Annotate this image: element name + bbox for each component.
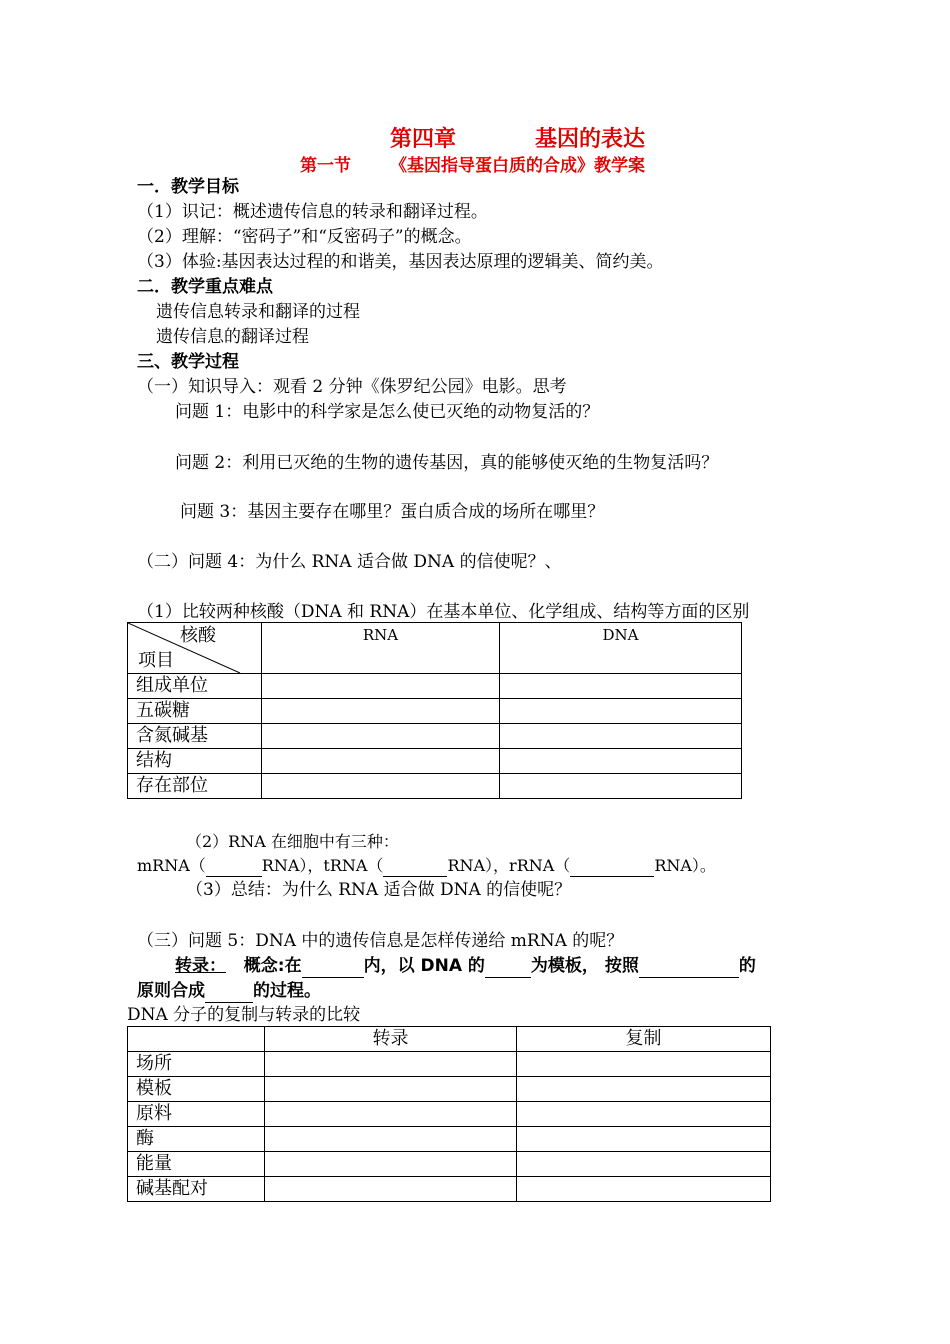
row-label: 酶	[128, 1127, 265, 1152]
question-2: 问题 2：利用已灭绝的生物的遗传基因，真的能够使灭绝的生物复活吗？	[175, 453, 719, 473]
corner-bottom-label: 项目	[138, 650, 174, 671]
mrna-suffix: RNA），	[261, 856, 324, 875]
column-header-replication: 复制	[517, 1027, 771, 1052]
column-header-dna: DNA	[500, 623, 742, 674]
table-cell	[500, 724, 742, 749]
row-label: 原料	[128, 1102, 265, 1127]
table-row	[128, 1177, 771, 1202]
goal-item: （2）理解：“密码子”和“反密码子”的概念。	[137, 227, 472, 247]
table-cell	[517, 1177, 771, 1202]
row-label: 组成单位	[128, 674, 262, 699]
table-cell	[500, 774, 742, 799]
table-cell	[500, 674, 742, 699]
question-1: 问题 1：电影中的科学家是怎么使已灭绝的动物复活的？	[175, 402, 600, 422]
mrna-blank[interactable]	[206, 858, 262, 877]
keypoint-item: 遗传信息转录和翻译的过程	[156, 302, 360, 322]
table-cell	[500, 749, 742, 774]
trna-blank[interactable]	[383, 858, 447, 877]
product-blank[interactable]	[205, 984, 253, 1003]
table-row	[128, 1077, 771, 1102]
table-row	[128, 1102, 771, 1127]
section-label: 第一节	[300, 156, 351, 176]
table-cell	[265, 1152, 517, 1177]
row-label: 碱基配对	[128, 1177, 265, 1202]
rrna-prefix: rRNA（	[509, 856, 571, 875]
table-row	[128, 674, 742, 699]
concept-part-e: 原则合成	[137, 981, 205, 1001]
row-label: 模板	[128, 1077, 265, 1102]
process-heading: 三、教学过程	[137, 352, 239, 372]
table-cell	[517, 1052, 771, 1077]
transcription-concept-line-2	[137, 979, 321, 1003]
replication-transcription-table	[127, 1026, 771, 1202]
trna-prefix: tRNA（	[323, 856, 384, 875]
table-cell	[262, 774, 500, 799]
rna-types-line	[137, 855, 716, 877]
table-cell	[262, 749, 500, 774]
chapter-title: 基因的表达	[535, 127, 646, 152]
table-cell	[262, 674, 500, 699]
question-3: 问题 3：基因主要存在哪里？蛋白质合成的场所在哪里？	[180, 502, 605, 522]
column-header-rna: RNA	[262, 623, 500, 674]
corner-top-label: 核酸	[180, 625, 216, 646]
row-label: 场所	[128, 1052, 265, 1077]
rrna-suffix: RNA）。	[654, 856, 716, 875]
concept-part-d: 的	[738, 956, 756, 976]
table-cell	[265, 1052, 517, 1077]
table-row	[128, 774, 742, 799]
goal-item: （3）体验:基因表达过程的和谐美，基因表达原理的逻辑美、简约美。	[137, 252, 664, 272]
principle-blank[interactable]	[639, 959, 739, 978]
column-header-transcription: 转录	[265, 1027, 517, 1052]
table-cell	[265, 1127, 517, 1152]
rna-summary-question: （3）总结：为什么 RNA 适合做 DNA 的信使呢？	[186, 880, 572, 900]
question-5: （三）问题 5：DNA 中的遗传信息是怎样传递给 mRNA 的呢？	[137, 931, 624, 951]
row-label: 存在部位	[128, 774, 262, 799]
table-row	[128, 1127, 771, 1152]
row-label: 能量	[128, 1152, 265, 1177]
table-cell	[517, 1152, 771, 1177]
table-corner-cell	[128, 623, 262, 674]
table-row	[128, 1052, 771, 1077]
table-cell	[265, 1177, 517, 1202]
table-cell	[517, 1077, 771, 1102]
table-cell	[500, 699, 742, 724]
mrna-prefix: mRNA（	[137, 856, 206, 875]
table-row	[128, 1152, 771, 1177]
compare-intro: （1）比较两种核酸（DNA 和 RNA）在基本单位、化学组成、结构等方面的区别	[137, 602, 750, 622]
concept-part-b: 内，以 DNA 的	[363, 956, 485, 976]
table-cell	[262, 699, 500, 724]
chapter-label: 第四章	[390, 127, 457, 152]
trna-suffix: RNA），	[447, 856, 510, 875]
table-cell	[265, 1077, 517, 1102]
nucleic-acid-table	[127, 622, 742, 799]
concept-part-c: 为模板， 按照	[530, 956, 639, 976]
rrna-blank[interactable]	[570, 858, 654, 877]
table-corner-cell	[128, 1027, 265, 1052]
table-row	[128, 749, 742, 774]
transcription-concept-line	[175, 954, 756, 978]
concept-part-f: 的过程。	[253, 981, 321, 1001]
row-label: 含氮碱基	[128, 724, 262, 749]
goal-item: （1）识记：概述遗传信息的转录和翻译过程。	[137, 202, 488, 222]
template-blank[interactable]	[485, 959, 531, 978]
compare-title: DNA 分子的复制与转录的比较	[127, 1005, 361, 1025]
transcription-label: 转录：	[175, 956, 226, 976]
table-cell	[265, 1102, 517, 1127]
row-label: 五碳糖	[128, 699, 262, 724]
keypoint-item: 遗传信息的翻译过程	[156, 327, 309, 347]
concept-part-a: 概念:在	[243, 956, 302, 976]
goals-heading: 一．教学目标	[137, 177, 239, 197]
table-cell	[517, 1102, 771, 1127]
table-row	[128, 724, 742, 749]
table-cell	[262, 724, 500, 749]
rna-types-intro: （2）RNA 在细胞中有三种：	[186, 832, 399, 851]
keypoints-heading: 二．教学重点难点	[137, 277, 273, 297]
location-blank[interactable]	[302, 959, 364, 978]
row-label: 结构	[128, 749, 262, 774]
intro-text: （一）知识导入：观看 2 分钟《侏罗纪公园》电影。思考	[137, 377, 567, 397]
table-cell	[517, 1127, 771, 1152]
question-4: （二）问题 4：为什么 RNA 适合做 DNA 的信使呢？、	[137, 552, 562, 572]
table-header-row	[128, 1027, 771, 1052]
section-title: 《基因指导蛋白质的合成》教学案	[390, 156, 645, 176]
table-row	[128, 699, 742, 724]
